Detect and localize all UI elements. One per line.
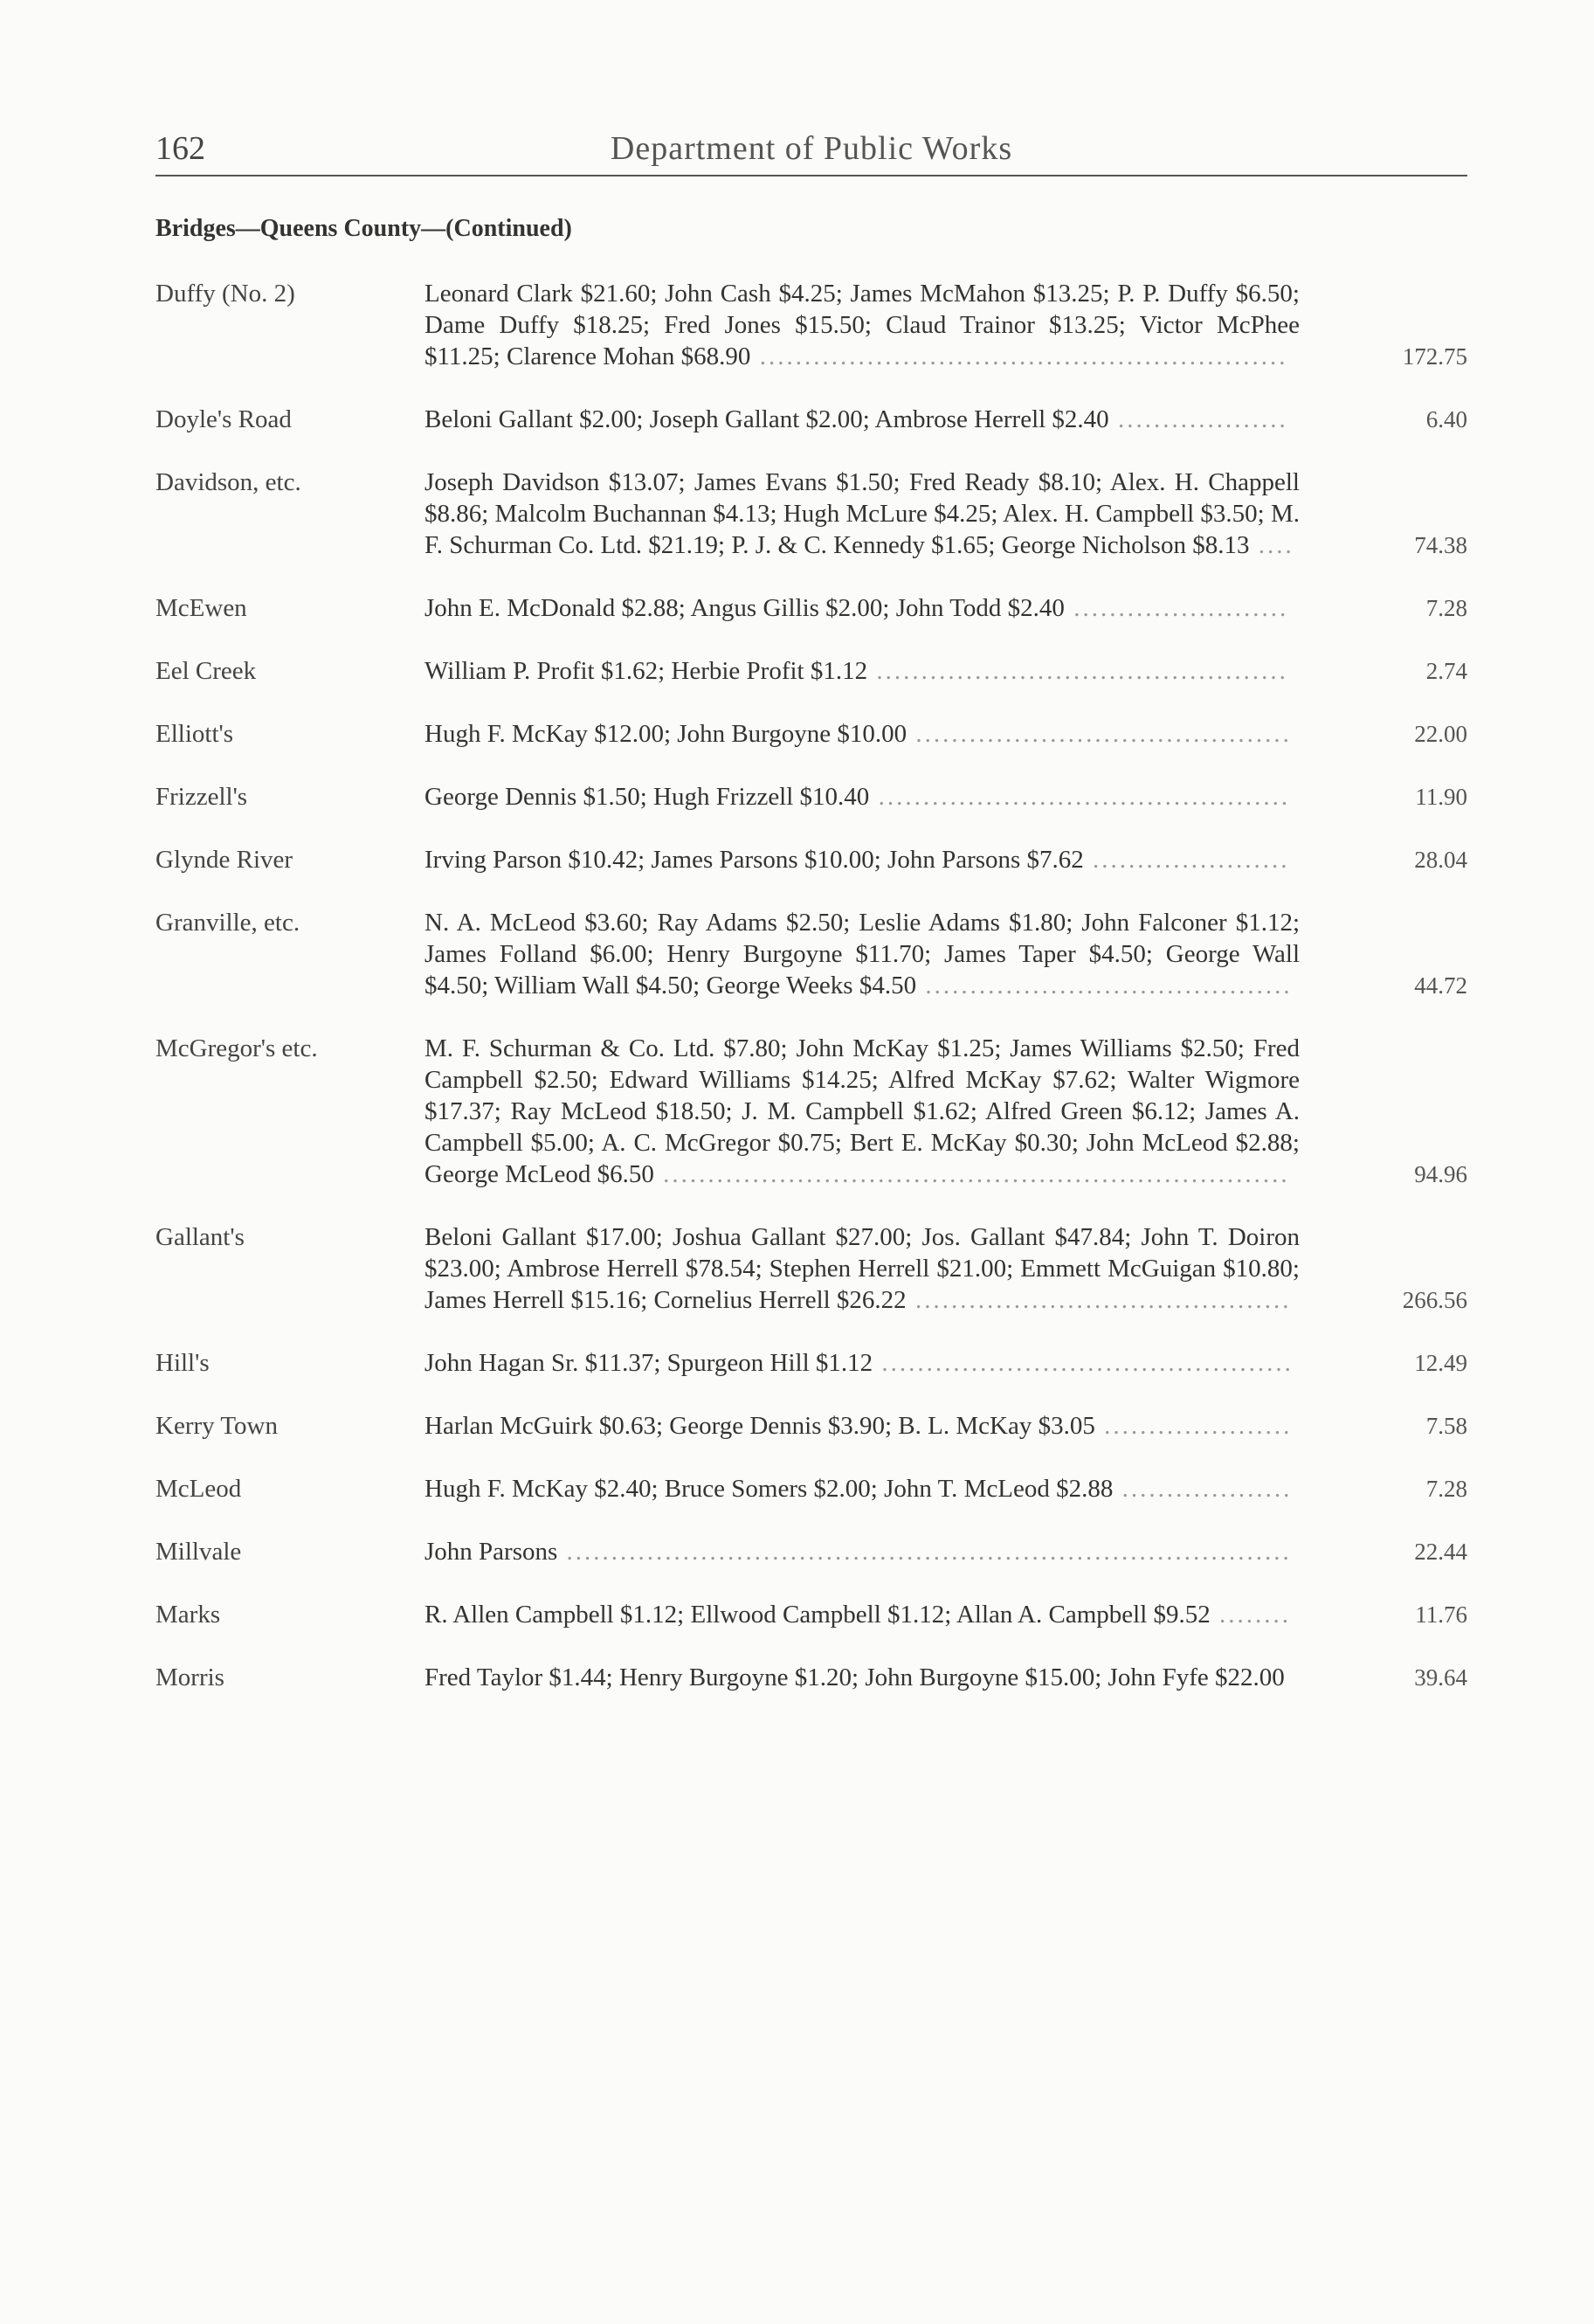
payee-text: R. Allen Campbell $1.12; Ellwood Campbell $1.12; Allan A. Campbell $9.52	[424, 1601, 1211, 1629]
bridge-name: Elliott's	[155, 720, 234, 748]
payee-text: Hugh F. McKay $12.00; John Burgoyne $10.00	[424, 720, 907, 748]
payee-list	[424, 718, 1300, 750]
payee-list	[424, 1221, 1300, 1316]
dot-leader: ......................	[1083, 846, 1290, 874]
ledger-entry	[155, 781, 1467, 813]
payee-list	[424, 1347, 1300, 1379]
ledger-entry	[155, 1347, 1467, 1379]
payee-text: William P. Profit $1.62; Herbie Profit $1.12	[424, 657, 868, 685]
entry-amount: 44.72	[1414, 972, 1467, 999]
ledger-entry	[155, 1033, 1467, 1190]
entry-amount: 11.90	[1415, 784, 1467, 810]
payee-list	[424, 907, 1300, 1001]
entry-amount: 11.76	[1415, 1601, 1467, 1628]
dot-leader: ..........................................	[906, 1286, 1292, 1314]
dot-leader: ......................................................................	[653, 1160, 1290, 1188]
bridge-name: Kerry Town	[155, 1412, 278, 1440]
running-title: Department of Public Works	[610, 130, 1013, 167]
payee-text: Joseph Davidson $13.07; James Evans $1.50; Fred Ready $8.10; Alex. H. Chappell $8.86; Malcolm Buchannan $4.13; Hugh McLure $4.25; Alex. H. Campbell $3.50; M. F. Schurman Co. Ltd. $21.19; P. J. & C. Kennedy $1.65; George Nicholson $8.13	[424, 468, 1300, 559]
payee-list	[424, 404, 1300, 435]
bridge-name: Gallant's	[155, 1223, 245, 1251]
entry-amount: 22.44	[1414, 1539, 1467, 1565]
payee-list	[424, 1473, 1300, 1504]
entry-amount: 2.74	[1425, 658, 1467, 684]
dot-leader: ..........................................	[907, 720, 1292, 748]
entry-amount: 172.75	[1402, 343, 1467, 370]
bridge-name: Glynde River	[155, 846, 293, 874]
payee-text: John Parsons	[424, 1538, 558, 1566]
ledger-entry	[155, 404, 1467, 435]
entry-amount: 94.96	[1414, 1161, 1467, 1187]
bridge-name: Doyle's Road	[155, 405, 292, 433]
ledger-entry	[155, 1662, 1467, 1693]
payee-text: Hugh F. McKay $2.40; Bruce Somers $2.00; John T. McLeod $2.88	[424, 1475, 1114, 1503]
payee-text: George Dennis $1.50; Hugh Frizzell $10.40	[424, 783, 870, 811]
payee-list	[424, 1599, 1300, 1630]
entry-amount: 12.49	[1414, 1350, 1467, 1376]
payee-text: Fred Taylor $1.44; Henry Burgoyne $1.20; John Burgoyne $15.00; John Fyfe $22.00	[424, 1663, 1285, 1691]
entry-amount: 7.58	[1425, 1413, 1467, 1439]
payee-list	[424, 467, 1300, 561]
ledger-entry	[155, 467, 1467, 561]
dot-leader: ........	[1210, 1601, 1292, 1629]
entry-amount: 28.04	[1414, 847, 1467, 873]
dot-leader: .....................	[1094, 1412, 1293, 1440]
ledger-entry	[155, 907, 1467, 1001]
ledger-entry	[155, 1473, 1467, 1504]
ledger-entry	[155, 1410, 1467, 1442]
entry-amount: 6.40	[1425, 406, 1467, 432]
page-number: 162	[155, 130, 205, 167]
payee-list	[424, 1536, 1300, 1567]
payee-text: M. F. Schurman & Co. Ltd. $7.80; John McKay $1.25; James Williams $2.50; Fred Campbell $2.50; Edward Williams $14.25; Alfred McKay $7.62; Walter Wigmore $17.37; Ray McLeod $18.50; J. M. Campbell $1.62; Alfred Green $6.12; James A. Campbell $5.00; A. C. McGregor $0.75; Bert E. McKay $0.30; John McLeod $2.88; George McLeod $6.50	[424, 1034, 1300, 1188]
payee-text: N. A. McLeod $3.60; Ray Adams $2.50; Leslie Adams $1.80; John Falconer $1.12; James Folland $6.00; Henry Burgoyne $11.70; James Taper $4.50; George Wall $4.50; William Wall $4.50; George Weeks $4.50	[424, 909, 1300, 999]
bridge-name: Eel Creek	[155, 657, 257, 685]
ledger-entries	[155, 278, 1467, 1725]
bridge-name: Granville, etc.	[155, 909, 300, 937]
bridge-name: Duffy (No. 2)	[155, 280, 295, 308]
dot-leader: .........................................	[916, 972, 1293, 999]
payee-text: John E. McDonald $2.88; Angus Gillis $2.00; John Todd $2.40	[424, 594, 1065, 622]
dot-leader: ..............................................	[867, 657, 1288, 685]
dot-leader: ........................	[1064, 594, 1289, 622]
section-heading: Bridges—Queens County—(Continued)	[155, 215, 572, 242]
entry-amount: 39.64	[1414, 1664, 1467, 1691]
payee-text: Harlan McGuirk $0.63; George Dennis $3.90; B. L. McKay $3.05	[424, 1412, 1095, 1440]
entry-amount: 7.28	[1425, 595, 1467, 621]
dot-leader: ...................	[1113, 1475, 1293, 1503]
ledger-entry	[155, 655, 1467, 687]
ledger-entry	[155, 1536, 1467, 1567]
dot-leader: ....	[1249, 531, 1294, 559]
payee-list	[424, 844, 1300, 875]
ledger-entry	[155, 1221, 1467, 1316]
payee-list	[424, 592, 1300, 624]
bridge-name: Marks	[155, 1601, 221, 1629]
bridge-name: McLeod	[155, 1475, 242, 1503]
ledger-entry	[155, 1599, 1467, 1630]
payee-text: Irving Parson $10.42; James Parsons $10.00; John Parsons $7.62	[424, 846, 1084, 874]
entry-amount: 7.28	[1425, 1476, 1467, 1502]
dot-leader: ..............................................	[869, 783, 1291, 811]
entry-amount: 266.56	[1402, 1287, 1467, 1313]
bridge-name: Davidson, etc.	[155, 468, 301, 496]
bridge-name: Morris	[155, 1663, 224, 1691]
ledger-entry	[155, 278, 1467, 372]
bridge-name: McEwen	[155, 594, 247, 622]
bridge-name: Hill's	[155, 1349, 210, 1377]
dot-leader: .................................................................................	[557, 1538, 1292, 1566]
dot-leader: ...................	[1108, 405, 1288, 433]
payee-list	[424, 781, 1300, 813]
payee-list	[424, 1410, 1300, 1442]
ledger-entry	[155, 718, 1467, 750]
payee-list	[424, 278, 1300, 372]
entry-amount: 22.00	[1414, 721, 1467, 747]
dot-leader: ..............................................	[873, 1349, 1294, 1377]
dot-leader: ...........................................................	[750, 342, 1288, 370]
ledger-entry	[155, 844, 1467, 875]
payee-list	[424, 1662, 1300, 1693]
payee-text: Beloni Gallant $17.00; Joshua Gallant $27.00; Jos. Gallant $47.84; John T. Doiron $23.00; Ambrose Herrell $78.54; Stephen Herrell $21.00; Emmett McGuigan $10.80; James Herrell $15.16; Cornelius Herrell $26.22	[424, 1223, 1300, 1314]
payee-text: John Hagan Sr. $11.37; Spurgeon Hill $1.12	[424, 1349, 873, 1377]
payee-text: Leonard Clark $21.60; John Cash $4.25; James McMahon $13.25; P. P. Duffy $6.50; Dame Duffy $18.25; Fred Jones $15.50; Claud Trainor $13.25; Victor McPhee $11.25; Clarence Mohan $68.90	[424, 280, 1300, 370]
bridge-name: Frizzell's	[155, 783, 248, 811]
bridge-name: McGregor's etc.	[155, 1034, 318, 1062]
bridge-name: Millvale	[155, 1538, 242, 1566]
page-header	[155, 129, 1467, 176]
payee-text: Beloni Gallant $2.00; Joseph Gallant $2.00; Ambrose Herrell $2.40	[424, 405, 1109, 433]
payee-list	[424, 655, 1300, 687]
ledger-entry	[155, 592, 1467, 624]
entry-amount: 74.38	[1414, 532, 1467, 558]
payee-list	[424, 1033, 1300, 1190]
